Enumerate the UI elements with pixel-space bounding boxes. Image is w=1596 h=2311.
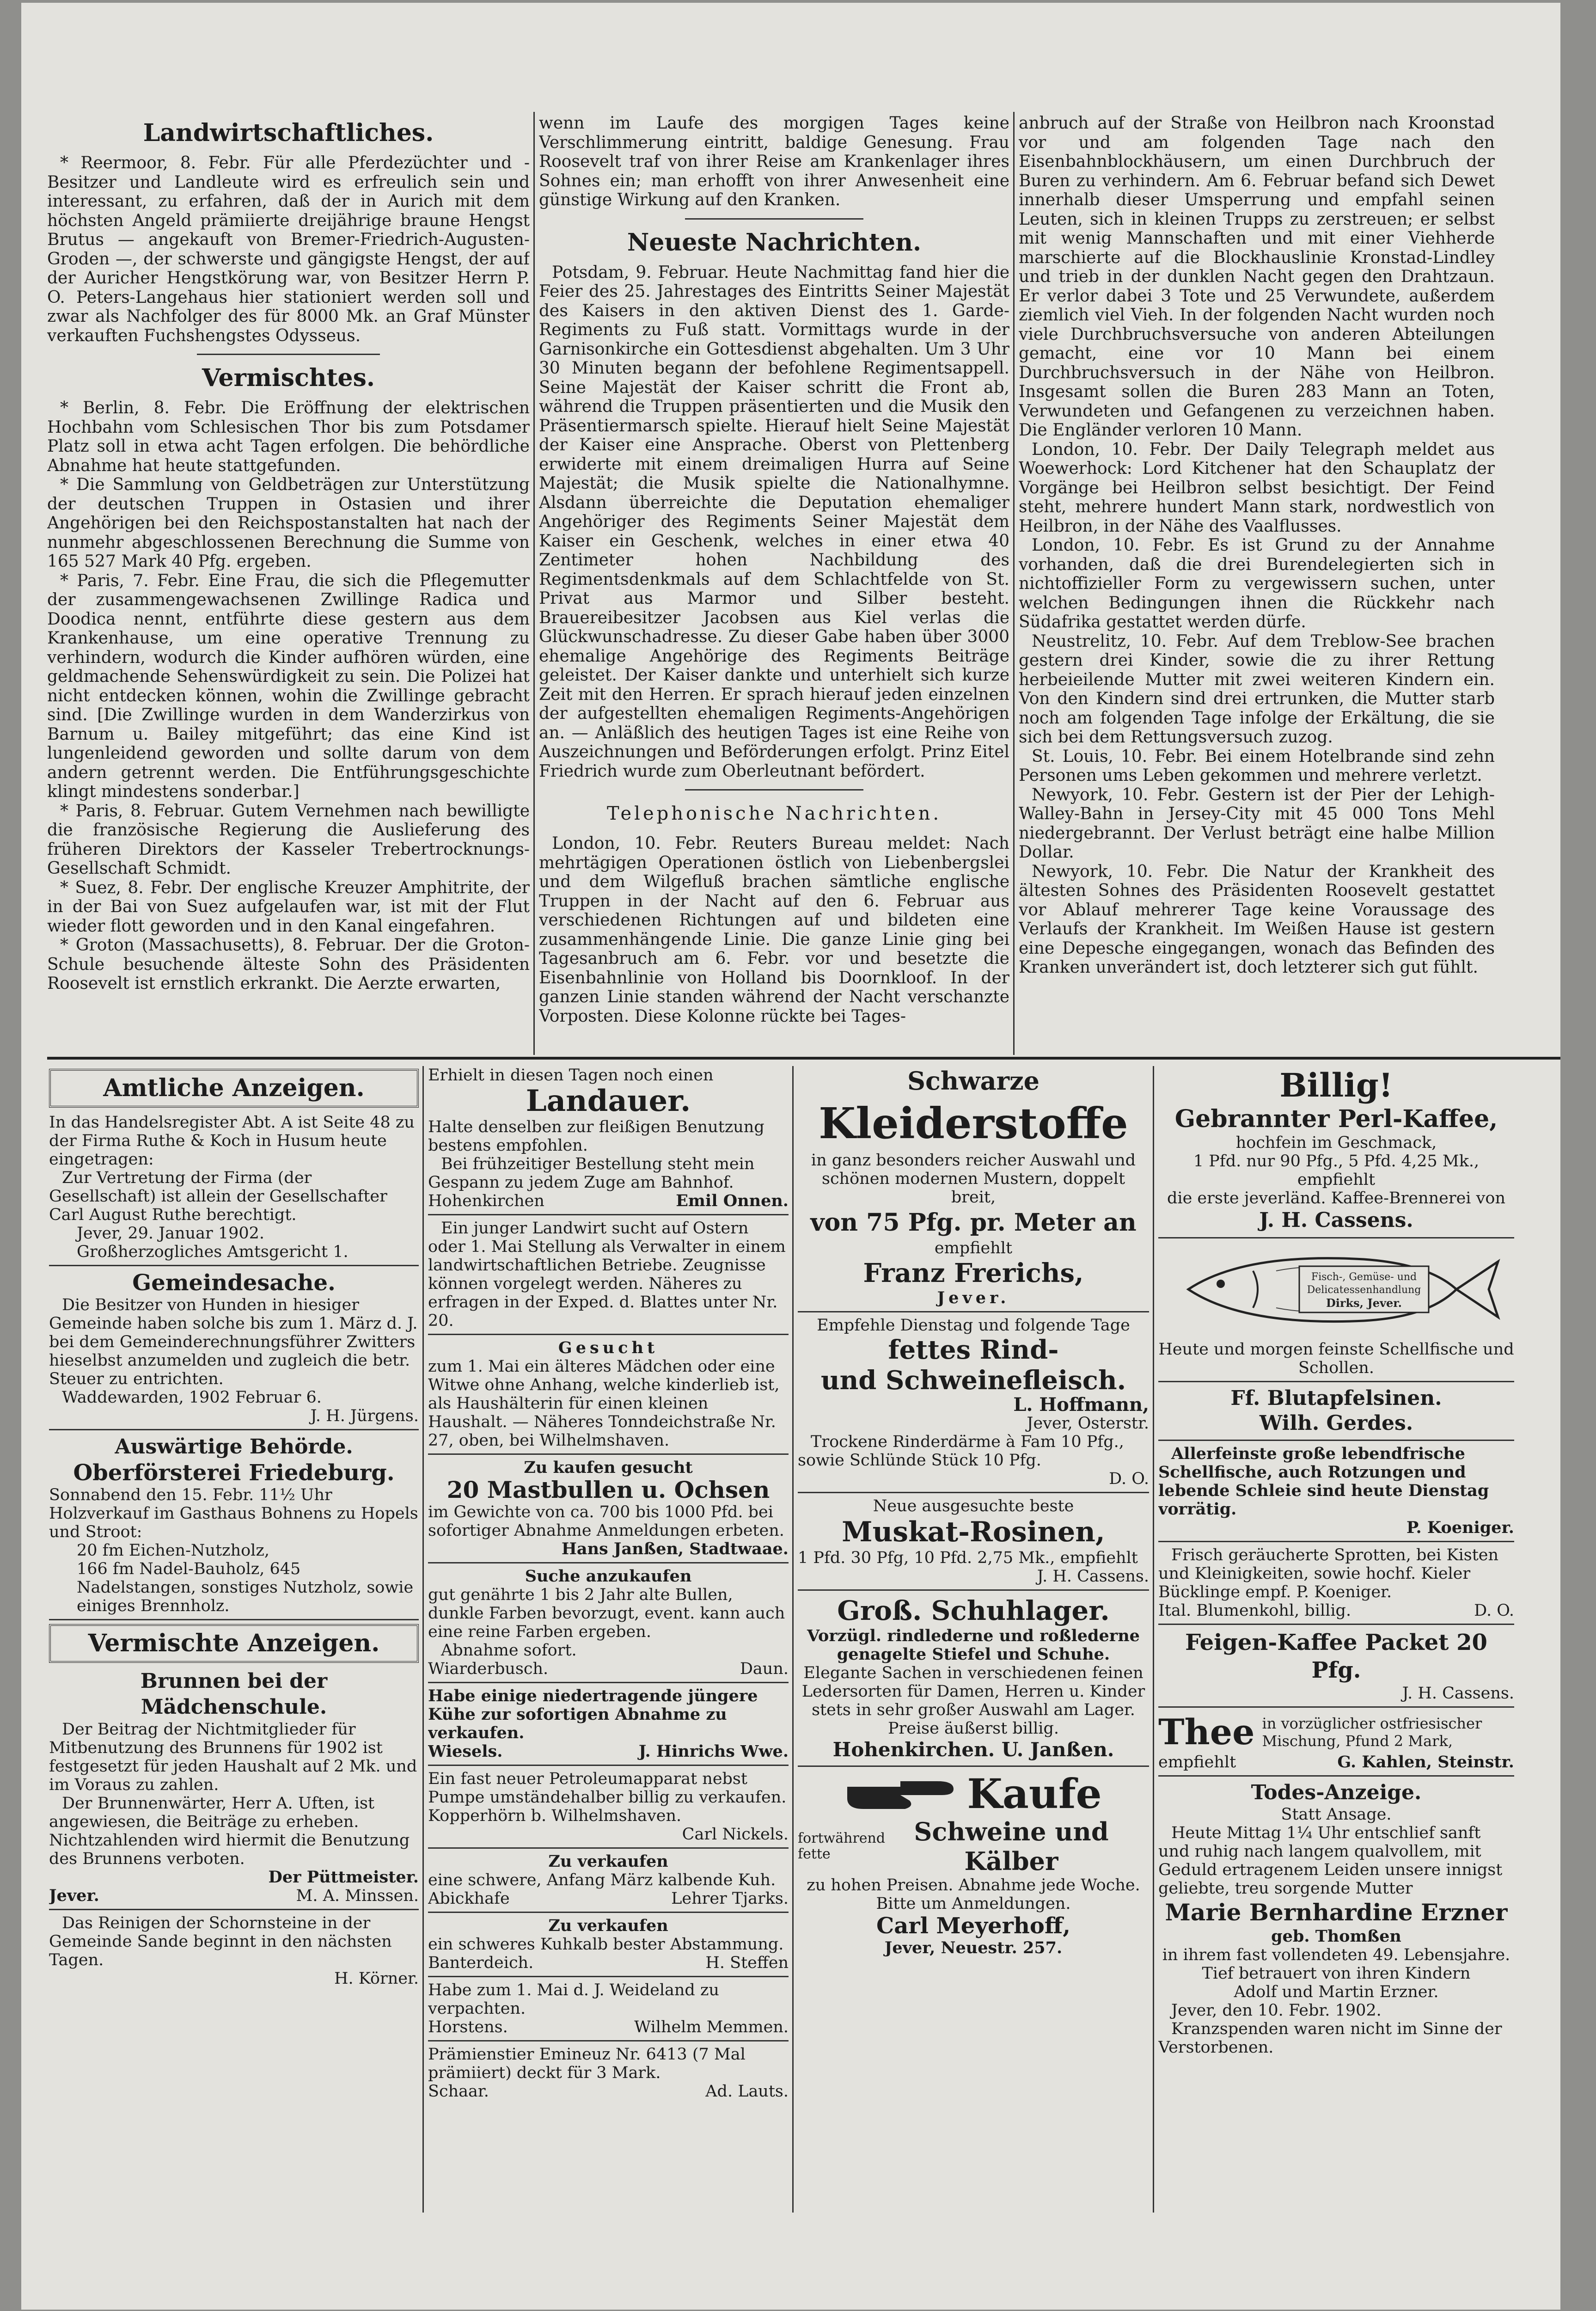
divider (49, 1619, 419, 1620)
notice-signature: Großherzogliches Amtsgericht 1. (77, 1243, 349, 1261)
divider (428, 1453, 789, 1455)
divider (428, 1847, 789, 1849)
ad-thee-sign-row (1158, 1753, 1514, 1772)
ad-kuhkalb: ein schweres Kuhkalb bester Abstammung. (428, 1935, 784, 1954)
ad-empfiehlt: empfiehlt (1158, 1753, 1236, 1772)
ad-blutapfelsinen: Ff. Blutapfelsinen. (1230, 1386, 1442, 1410)
ad-signature: D. O. (1109, 1470, 1149, 1488)
ad-schweinefleisch: und Schweinefleisch. (820, 1365, 1126, 1396)
ad-place: Wiarderbusch. (428, 1660, 549, 1678)
notice-date: Waddewarden, 1902 Februar 6. (62, 1388, 322, 1407)
ad-name: H. Steffen (705, 1954, 789, 1972)
ad-kaufe-row (798, 1771, 1149, 1817)
notice-signature: J. H. Jürgens. (310, 1407, 419, 1425)
ad-blumenkohl-row (1158, 1601, 1514, 1620)
ad-schuhe-text: Elegante Sachen in verschiedenen feinen Ledersorten für Damen, Herren u. Kinder stets in sehr großer Auswahl am Lager. Preise äußerst billig. (801, 1664, 1145, 1738)
notice-signature: H. Körner. (334, 1969, 419, 1988)
notice-holz-1: 20 fm Eichen-Nutzholz, (77, 1541, 269, 1560)
heading-brunnen: Brunnen bei der Mädchenschule. (140, 1669, 328, 1719)
notice-holz-2: 166 fm Nadel-Bauholz, 645 Nadelstangen, sonstiges Nutzholz, sowie einiges Brennholz. (77, 1560, 414, 1615)
ad-landauer-intro: Erhielt in diesen Tagen noch einen (428, 1066, 714, 1085)
ad-sign-row (428, 1954, 789, 1972)
notice-schornsteine: Das Reinigen der Schornsteine in der Gemeinde Sande beginnt in den nächsten Tagen. (49, 1914, 392, 1969)
fish-logo-line-1: Fisch-, Gemüse- und (1311, 1271, 1417, 1283)
ad-place: Abickhafe (428, 1889, 510, 1908)
section-heading-telephonische-nachrichten: Telephonische Nachrichten. (606, 803, 942, 824)
ad-deceased-name: Marie Bernhardine Erzner (1165, 1899, 1508, 1926)
fish-logo-icon (1170, 1243, 1503, 1336)
ad-schuhlager: Groß. Schuhlager. (837, 1595, 1110, 1626)
ad-kuh: eine schwere, Anfang März kalbende Kuh. (428, 1871, 776, 1889)
divider (49, 1909, 419, 1910)
divider (1158, 1440, 1514, 1441)
divider (428, 2040, 789, 2041)
ad-muskat-rosinen: Muskat-Rosinen, (842, 1516, 1105, 1548)
ad-hoffmann-name: L. Hoffmann, (1013, 1394, 1149, 1416)
article-groton-continued: wenn im Laufe des morgigen Tages keine Verschlimmerung eintritt, baldige Genesung. Frau Roosevelt traf von ihrer Reise am Krankenlager ihres Sohnes ein; man erhofft von ihrer Anwesenheit eine günstige Wirkung auf den Kranken. (539, 114, 1009, 209)
divider (1158, 1237, 1514, 1238)
divider (1158, 1775, 1514, 1777)
article-paris-1: * Paris, 7. Febr. Eine Frau, die sich die Pflegemutter der zusammengewachsenen Zwillinge Radica und Doodica nennt, entführte diese gestern aus dem Krankenhause, um eine operative Trennung zu verhindern, wodurch die Kinder aufhören würden, eine geldmachende Sehenswürdigkeit zu sein. Die Polizei hat nicht entdecken können, wohin die Zwillinge gebracht sind. [Die Zwillinge wurden in dem Wanderzirkus von Barnum u. Bailey mitgeführt; das eine Kind ist lungenleidend geworden und sollte darum von dem andern getrennt werden. Die Entführungsgeschichte klingt mindestens sonderbar.] (47, 571, 530, 801)
ad-place: Banterdeich. (428, 1954, 534, 1972)
ad-rinderdaerme: Trockene Rinderdärme à Fam 10 Pfg., sowie Schlünde Stück 10 Pfg. (798, 1433, 1124, 1470)
divider (428, 1334, 789, 1335)
ad-meyerhoff-name: Carl Meyerhoff, (876, 1913, 1070, 1939)
divider (428, 1214, 789, 1215)
pointing-hand-icon (845, 1773, 956, 1814)
ad-mastbullen-text: im Gewichte von ca. 700 bis 1000 Pfd. bei sofortiger Abnahme Anmeldungen erbeten. (428, 1503, 784, 1540)
ads-column-shops (798, 1066, 1149, 2213)
divider (798, 1311, 1149, 1312)
ad-kleiderstoffe: Kleiderstoffe (819, 1098, 1128, 1148)
ad-landauer-text: Halte denselben zur fleißigen Benutzung bestens empfohlen. (428, 1118, 764, 1155)
ad-name: Carl Nickels. (682, 1825, 789, 1844)
divider (1158, 1624, 1514, 1625)
ad-todes-anzeige: Todes-Anzeige. (1251, 1781, 1422, 1804)
ad-kaffee-3: empfiehlt (1297, 1171, 1376, 1189)
ad-sign-row (428, 2082, 789, 2101)
notice-handelsregister-detail: Zur Vertretung der Firma (der Gesellschaft) ist allein der Gesellschafter Carl August Ruthe berechtigt. (49, 1169, 387, 1224)
divider (1158, 1541, 1514, 1542)
ad-petroleum-place: Kopperhörn b. Wilhelmshaven. (428, 1807, 682, 1825)
column-rule (792, 1066, 794, 2213)
article-potsdam: Potsdam, 9. Februar. Heute Nachmittag fand hier die Feier des 25. Jahrestages des Eintritts Seiner Majestät des Kaisers in den aktiven Dienst des 1. Garde-Regiments zu Fuß statt. Vormittags wurde in der Garnisonkirche ein Gottesdienst abgehalten. Um 3 Uhr 30 Minuten begann der befohlene Regimentsappell. Seine Majestät der Kaiser schritt die Front ab, während die Truppen präsentierten und die Musik den Präsentiermarsch spielte. Hierauf hielt Seine Majestät der Kaiser eine Ansprache. Oberst von Plettenberg erwiderte mit einem dreimaligen Hurra auf Seine Majestät; die Musik spielte die Nationalhymne. Alsdann überreichte die Deputation ehemaliger Angehöriger des Regiments Seiner Majestät dem Kaiser ein Geschenk, welches in einer etwa 40 Zentimeter hohen Nachbildung des Regimentsdenkmals auf dem Schlachtfelde von St. Privat aus Marmor und Silber besteht. Brauereibesitzer Jacobsen aus Kiel verlas die Glückwunschadresse. Zu dieser Gabe haben über 3000 ehemalige Angehörige des Regiments Beiträge geleistet. Der Kaiser dankte und unterhielt sich kurze Zeit mit den Herren. Er sprach hierauf jeden einzelnen der aufgestellten ehemaligen Regiments-Angehörigen an. — Anläßlich des heutigen Tages ist eine Reihe von Auszeichnungen und Beförderungen erfolgt. Prinz Eitel Friedrich wurde zum Oberleutnant befördert. (539, 263, 1009, 781)
notice-hunde: Die Besitzer von Hunden in hiesiger Gemeinde haben solche bis zum 1. März d. J. bei dem Gemeinderechnungsführer Zwitters hieselbst anzumelden und zugleich die betr. Steuer zu entrichten. (49, 1296, 418, 1388)
divider (798, 1765, 1149, 1767)
ad-heading-verkaufen: Zu verkaufen (548, 1916, 668, 1935)
heading-auswaertige-behoerde: Auswärtige Behörde. (115, 1435, 353, 1459)
divider (798, 1492, 1149, 1493)
article-berlin: * Berlin, 8. Febr. Die Eröffnung der elektrischen Hochbahn vom Schlesischen Thor bis zum Potsdamer Platz soll in etwa acht Tagen erfolgen. Die behördliche Abnahme hat heute stattgefunden. (47, 398, 530, 475)
article-sammlung: * Die Sammlung von Geldbeträgen zur Unterstützung der deutschen Truppen in Ostasien und ihrer Angehörigen bei den Reichspostanstalten hat nach der nunmehr abgeschlossenen Berechnung die Summe von 165 527 Mark 40 Pfg. ergeben. (47, 475, 530, 571)
divider (798, 1589, 1149, 1591)
ad-gerdes-name: Wilh. Gerdes. (1259, 1411, 1413, 1435)
divider (1158, 1706, 1514, 1708)
divider (428, 1976, 789, 1977)
ad-rosinen-intro: Neue ausgesuchte beste (873, 1497, 1074, 1515)
ad-schellfische: Heute und morgen feinste Schellfische und Schollen. (1158, 1340, 1514, 1377)
ad-cassens-name: J. H. Cassens. (1402, 1684, 1514, 1703)
ad-fortwaehrend: fortwährend fette (798, 1830, 886, 1862)
newspaper-page (21, 3, 1560, 2310)
ad-koeniger-1: Allerfeinste große lebendfrische Schellfische, auch Rotzungen und lebende Schleie sind heute Dienstag vorrätig. (1158, 1444, 1489, 1519)
column-rule (1153, 1066, 1154, 2213)
notice-place: Jever. (49, 1886, 99, 1905)
ad-petroleum: Ein fast neuer Petroleumapparat nebst Pumpe umständehalber billig zu verkaufen. (428, 1770, 787, 1807)
ad-kahlen-name: G. Kahlen, Steinstr. (1337, 1753, 1514, 1772)
ad-heading-gesucht: Gesucht (558, 1338, 659, 1357)
article-london-telegraph: London, 10. Febr. Der Daily Telegraph meldet aus Woewerhock: Lord Kitchener hat den Schauplatz der Vorgänge bei Heilbron selbst besichtigt. Der Feind steht, mehrere hundert Mann stark, nordwestlich von Heilbron, in der Nähe des Vaalflusses. (1019, 440, 1495, 536)
ad-heading-suche: Suche anzukaufen (525, 1567, 692, 1586)
ad-cassens-name: J. H. Cassens. (1037, 1567, 1149, 1586)
ad-name: Wilhelm Memmen. (634, 2018, 789, 2036)
divider (685, 789, 864, 791)
ad-kaffee-4: die erste jeverländ. Kaffee-Brennerei von (1167, 1189, 1506, 1208)
ad-thee: Thee (1158, 1711, 1255, 1753)
ad-heading-zu-kaufen: Zu kaufen gesucht (524, 1458, 693, 1477)
ads-column-private (428, 1066, 789, 2213)
divider (428, 1682, 789, 1683)
column-rule (1013, 112, 1015, 1055)
notice-name: M. A. Minssen. (296, 1887, 419, 1905)
ad-name: Ad. Lauts. (705, 2082, 789, 2101)
notice-sign-row (49, 1887, 419, 1905)
article-newyork-roosevelt: Newyork, 10. Febr. Die Natur der Krankheit des ältesten Sohnes des Präsidenten Roosevelt gestattet vor Ablauf mehrerer Tage keine Voraussage des Verlaufs der Krankheit. Im Weißen Hause ist gestern eine Depesche eingegangen, wonach das Befinden des Kranken unverändert ist, doch letzterer sich gut fühlt. (1019, 862, 1495, 977)
ad-name: Daun. (740, 1660, 789, 1678)
ad-name: Hans Janßen, Stadtwaae. (561, 1539, 789, 1558)
ad-frerichs-place: Jever. (937, 1288, 1010, 1307)
divider (49, 1265, 419, 1266)
ad-sign-row (428, 1192, 789, 1210)
notice-brunnen-2: Der Brunnenwärter, Herr A. Uften, ist angewiesen, die Beiträge zu erheben. Nichtzahlenden wird hiermit die Benutzung des Brunnens verboten. (49, 1794, 410, 1868)
article-st-louis: St. Louis, 10. Febr. Bei einem Hotelbrande sind zehn Personen ums Leben gekommen und mehrere verletzt. (1019, 747, 1495, 785)
divider (685, 218, 864, 220)
ad-kaufe: Kaufe (967, 1770, 1102, 1818)
ad-landauer-title: Landauer. (526, 1084, 691, 1118)
ad-thee-text: in vorzüglicher ostfriesischer Mischung, Pfund 2 Mark, (1262, 1715, 1482, 1750)
article-london-continued: anbruch auf der Straße von Heilbron nach Kroonstad vor und am folgenden Tage nach den Eisenbahnblockhäusern, um einen Durchbruch der Buren zu verhindern. Am 6. Februar befand sich Dewet innerhalb dieser Umsperrung und empfahl seinen Leuten, sich in kleinen Trupps zu zerstreuen; er selbst mit wenig Mannschaften und mit einer Viehherde marschierte auf die Blockhauslinie Kronstad-Lindley und trieb in der dunklen Nacht gegen den Drahtzaun. Er verlor dabei 3 Tote und 25 Verwundete, außerdem ziemlich viel Vieh. In der folgenden Nacht wurden noch viele Durchbruchsversuche von anderen Abteilungen gemacht, eine vor 10 Mann bei einem Durchbruchsversuch in der Nähe von Heilbron. Insgesamt sollen die Buren 283 Mann an Toten, Verwundeten und Gefangenen zu verzeichnen haben. Die Engländer verloren 10 Mann. (1019, 114, 1495, 440)
ad-billig: Billig! (1279, 1066, 1393, 1104)
ad-hoffmann-intro: Empfehle Dienstag und folgende Tage (817, 1316, 1130, 1335)
ad-place: Schaar. (428, 2082, 489, 2101)
ad-rosinen-price: 1 Pfd. 30 Pfg, 10 Pfd. 2,75 Mk., empfiehlt (798, 1549, 1138, 1567)
ads-column-amtliche (49, 1066, 419, 2213)
ad-kinder: Adolf und Martin Erzner. (1234, 1983, 1439, 2001)
ad-kaffee-1: hochfein im Geschmack, (1235, 1134, 1437, 1152)
column-rule (422, 1066, 424, 2213)
column-rule (533, 112, 535, 1055)
ad-stiefel: Vorzügl. rindlederne und roßlederne genagelte Stiefel und Schuhe. (807, 1626, 1140, 1664)
ad-kuehe: Habe einige niedertragende jüngere Kühe zur sofortigen Abnahme zu verkaufen. (428, 1686, 758, 1742)
ad-mastbullen-title: 20 Mastbullen u. Ochsen (446, 1476, 770, 1503)
ad-schweine-kaelber: Schweine und Kälber (914, 1817, 1109, 1876)
ad-place: Hohenkirchen (428, 1192, 544, 1210)
ad-maedchen: zum 1. Mai ein älteres Mädchen oder eine Witwe ohne Anhang, welche kinderlieb ist, als Haushälterin für einen kleinen Haushalt. — Näheres Tonndeichstraße Nr. 27, oben, bei Wilhelmshaven. (428, 1357, 780, 1450)
ad-blumenkohl: Ital. Blumenkohl, billig. (1158, 1601, 1351, 1620)
ad-name: J. Hinrichs Wwe. (638, 1742, 789, 1761)
ad-sign-row (428, 1742, 789, 1761)
ad-meyerhoff-place: Jever, Neuestr. 257. (884, 1938, 1063, 1957)
ad-sign-row (428, 2018, 789, 2036)
notice-signature: Der Püttmeister. (268, 1868, 419, 1887)
advertisement-separator (47, 1057, 1560, 1060)
ad-kleiderstoffe-price: von 75 Pfg. pr. Meter an (810, 1208, 1137, 1237)
divider (428, 1912, 789, 1913)
ad-fettes-rind: fettes Rind- (888, 1335, 1059, 1365)
article-paris-2: * Paris, 8. Februar. Gutem Vernehmen nach bewilligte die französische Regierung die Auslieferung des früheren Direktors der Kasseler Trebertrocknungs-Gesellschaft Schmidt. (47, 801, 530, 878)
section-heading-landwirtschaftliches: Landwirtschaftliches. (143, 119, 434, 147)
divider (428, 1562, 789, 1563)
ad-todes-date: Jever, den 10. Febr. 1902. (1171, 2001, 1382, 2020)
column-neueste-nachrichten (539, 114, 1009, 1057)
article-london-delegates: London, 10. Febr. Es ist Grund zu der Annahme vorhanden, daß die drei Burendelegierten sich in nichtoffizieller Form zu vergewissern suchen, unter welchen Bedingungen ihnen die Rückkehr nach Südafrika gestattet werden dürfe. (1019, 536, 1495, 631)
column-telegrams (1019, 114, 1495, 1057)
ad-heading-verkaufen: Zu verkaufen (548, 1852, 668, 1871)
ad-geb: geb. Thomßen (1271, 1927, 1401, 1946)
article-reermoor: * Reermoor, 8. Febr. Für alle Pferdezüchter und -Besitzer und Landleute wird es erfreulich sein und interessant, zu erfahren, daß der in Aurich mit dem höchsten Angeld prämiierte dreijährige braune Hengst Brutus — angekauft von Bremer-Friedrich-Augusten-Groden —, der schwerste und gängigste Hengst, der auf der Auricher Hengstkörung war, von Besitzer Herrn P. O. Peters-Langehaus hier stationiert werden soll und zwar als Nachfolger des für 8000 Mk. an Graf Münster verkauften Fuchshengstes Odysseus. (47, 153, 530, 345)
ad-sprotten: Frisch geräucherte Sprotten, bei Kisten und Kleinigkeiten, sowie hochf. Kieler Bücklinge empf. P. Koeniger. (1158, 1546, 1499, 1601)
ad-schwarze: Schwarze (907, 1066, 1040, 1096)
ad-janssen-name: Hohenkirchen. U. Janßen. (832, 1738, 1114, 1761)
divider (428, 1765, 789, 1766)
ad-feigen-kaffee: Feigen-Kaffee Packet 20 Pfg. (1185, 1630, 1487, 1683)
heading-gemeindesache: Gemeindesache. (132, 1270, 336, 1296)
ad-sign-row (428, 1660, 789, 1678)
ad-kranzspenden: Kranzspenden waren nicht im Sinne der Verstorbenen. (1158, 2020, 1502, 2057)
ad-cassens-name: J. H. Cassens. (1259, 1208, 1413, 1232)
ad-kaufe-text: zu hohen Preisen. Abnahme jede Woche. Bitte um Anmeldungen. (807, 1876, 1140, 1913)
ad-place: Horstens. (428, 2018, 508, 2036)
ad-name: Lehrer Tjarks. (671, 1889, 789, 1908)
divider (1158, 1381, 1514, 1382)
column-landwirtschaft-vermischtes (47, 114, 530, 1057)
ad-praemienstier: Prämienstier Emineuz Nr. 6413 (7 Mal prämiiert) deckt für 3 Mark. (428, 2045, 746, 2082)
heading-vermischte-anzeigen: Vermischte Anzeigen. (49, 1624, 419, 1663)
ad-kleiderstoffe-text: in ganz besonders reicher Auswahl und schönen modernen Mustern, doppelt breit, (811, 1151, 1136, 1207)
notice-handelsregister: In das Handelsregister Abt. A ist Seite 48 zu der Firma Ruthe & Koch in Husum heute eingetragen: (49, 1113, 415, 1169)
divider (49, 1429, 419, 1430)
ad-hoffmann-place: Jever, Osterstr. (1027, 1414, 1149, 1433)
article-london-reuters: London, 10. Febr. Reuters Bureau meldet: Nach mehrtägigen Operationen östlich von Liebenbergslei und dem Wilgefluß brachen sämtliche englische Truppen in der Nacht auf den 6. Februar aus verschiedenen Richtungen auf und bildeten eine zusammenhängende Linie. Die ganze Linie ging bei Tagesanbruch am 6. Febr. vor und besetzte die Eisenbahnlinie von Holland bis Doornkloof. In der ganzen Linie standen während der Nacht verschanzte Vorposten. Diese Kolonne rückte bei Tages- (539, 834, 1009, 1026)
ad-bullen-text-2: Abnahme sofort. (441, 1641, 577, 1660)
ad-name: Emil Onnen. (676, 1191, 789, 1210)
ad-landauer-text-2: Bei frühzeitiger Bestellung steht mein Gespann zu jedem Zuge am Bahnhof. (428, 1155, 755, 1192)
ad-frerichs-name: Franz Frerichs, (863, 1258, 1084, 1288)
ad-thee-row (1158, 1711, 1514, 1753)
ad-weideland: Habe zum 1. Mai d. J. Weideland zu verpachten. (428, 1981, 719, 2018)
ad-todes-text: Heute Mittag 1¼ Uhr entschlief sanft und ruhig nach langem qualvollem, mit Geduld ertragenem Leiden unsere innigst geliebte, treu sorgende Mutter (1158, 1824, 1503, 1898)
fish-logo-line-2: Delicatessenhandlung (1307, 1284, 1421, 1296)
notice-date: Jever, 29. Januar 1902. (77, 1224, 265, 1243)
ad-landwirt: Ein junger Landwirt sucht auf Ostern oder 1. Mai Stellung als Verwalter in einem landwirtschaftlichen Betriebe. Zeugnisse können vorgelegt werden. Näheres zu erfragen in der Exped. d. Blattes unter Nr. 20. (428, 1219, 786, 1330)
article-neustrelitz: Neustrelitz, 10. Febr. Auf dem Treblow-See brachen gestern drei Kinder, sowie die zu ihrer Rettung herbeieilende Mutter mit zwei weiteren Kindern ein. Von den Kindern sind drei ertrunken, die Mutter starb noch am folgenden Tage infolge der Erkältung, die sie sich bei dem Rettungsversuch zuzog. (1019, 631, 1495, 747)
ad-schweine-row (798, 1817, 1149, 1876)
divider (197, 354, 380, 355)
ad-betrauert: Tief betrauert von ihren Kindern (1202, 1964, 1471, 1983)
heading-amtliche-anzeigen: Amtliche Anzeigen. (49, 1069, 419, 1108)
ad-place: Wiesels. (428, 1742, 503, 1761)
ad-sign-row (428, 1889, 789, 1908)
ad-perl-kaffee: Gebrannter Perl-Kaffee, (1174, 1105, 1498, 1133)
notice-holzverkauf: Sonnabend den 15. Febr. 11½ Uhr Holzverkauf im Gasthaus Bohnens zu Hopels und Stroot: (49, 1486, 418, 1541)
ad-statt-ansage: Statt Ansage. (1281, 1805, 1392, 1824)
ad-koeniger-name: P. Koeniger. (1406, 1518, 1514, 1537)
section-heading-neueste-nachrichten: Neueste Nachrichten. (627, 228, 922, 257)
ads-column-food (1158, 1066, 1514, 2213)
article-suez: * Suez, 8. Febr. Der englische Kreuzer Amphitrite, der in der Bai von Suez aufgelaufen war, ist mit der Flut wieder flott geworden und in den Kanal eingefahren. (47, 878, 530, 936)
article-groton: * Groton (Massachusetts), 8. Februar. Der die Groton-Schule besuchende älteste Sohn des Präsidenten Roosevelt ist ernstlich erkrankt. Die Aerzte erwarten, (47, 936, 530, 993)
section-heading-vermischtes: Vermischtes. (202, 364, 375, 392)
ad-bullen-text: gut genährte 1 bis 2 Jahr alte Bullen, dunkle Farben bevorzugt, event. kann auch eine reine Farben ergeben. (428, 1586, 785, 1641)
ad-signature: D. O. (1474, 1601, 1514, 1620)
article-newyork-pier: Newyork, 10. Febr. Gestern ist der Pier der Lehigh-Walley-Bahn in Jersey-City mit 45 000 Tons Mehl niedergebrannt. Der Verlust beträgt eine halbe Million Dollar. (1019, 785, 1495, 862)
fish-logo-line-3: Dirks, Jever. (1326, 1296, 1402, 1310)
heading-oberfoersterei: Oberförsterei Friedeburg. (73, 1460, 395, 1486)
ad-empfiehlt: empfiehlt (934, 1239, 1013, 1257)
ad-kaffee-2: 1 Pfd. nur 90 Pfg., 5 Pfd. 4,25 Mk., (1193, 1152, 1480, 1171)
ad-lebensjahr: in ihrem fast vollendeten 49. Lebensjahre. (1162, 1946, 1510, 1964)
notice-brunnen: Der Beitrag der Nichtmitglieder für Mitbenutzung des Brunnens für 1902 ist festgesetzt für jeden Haushalt auf 2 Mk. und im Voraus zu zahlen. (49, 1720, 417, 1794)
